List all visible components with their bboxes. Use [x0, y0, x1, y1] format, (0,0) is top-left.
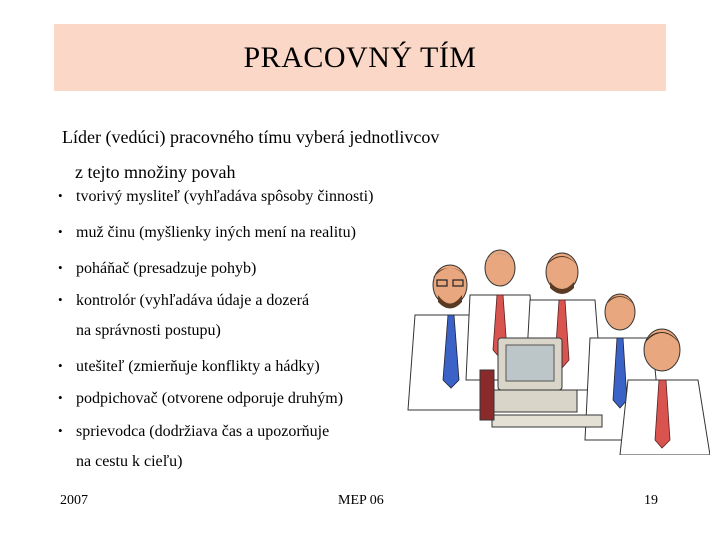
intro-line-2: z tejto množiny povah	[75, 162, 236, 182]
footer-page-number: 19	[644, 493, 658, 508]
bullet-item	[58, 224, 356, 242]
footer-course: MEP 06	[338, 493, 384, 508]
bullet-dot: •	[58, 224, 63, 239]
team-illustration-icon	[380, 240, 710, 455]
bullet-dot: •	[58, 423, 63, 438]
bullet-text: kontrolór (vyhľadáva údaje a dozerá	[76, 292, 310, 309]
bullet-text: utešiteľ (zmierňuje konflikty a hádky)	[76, 358, 320, 375]
bullet-item	[58, 260, 256, 278]
bullet-dot: •	[58, 358, 63, 373]
bullet-item	[58, 292, 309, 340]
title-bar	[54, 24, 666, 91]
intro-text	[62, 120, 622, 190]
bullet-text: podpichovač (otvorene odporuje druhým)	[76, 390, 344, 407]
slide-title: PRACOVNÝ TÍM	[243, 40, 477, 74]
bullet-dot: •	[58, 292, 63, 307]
bullet-text: muž činu (myšlienky iných mení na realitu)	[76, 224, 356, 241]
bullet-item	[58, 423, 329, 471]
bullet-text: sprievodca (dodržiava čas a upozorňuje	[76, 423, 330, 440]
bullet-dot: •	[58, 390, 63, 405]
intro-line-1: Líder (vedúci) pracovného tímu vyberá jednotlivcov	[62, 127, 440, 147]
footer-year: 2007	[60, 493, 88, 508]
bullet-text: poháňač (presadzuje pohyb)	[76, 260, 257, 277]
bullet-text: tvorivý mysliteľ (vyhľadáva spôsoby činnosti)	[76, 188, 374, 205]
bullet-item	[58, 358, 320, 376]
bullet-item	[58, 390, 343, 408]
bullet-dot: •	[58, 188, 63, 203]
bullet-item	[58, 188, 373, 206]
bullet-dot: •	[58, 260, 63, 275]
bullet-continuation: na správnosti postupu)	[76, 322, 221, 339]
bullet-continuation: na cestu k cieľu)	[76, 453, 183, 470]
